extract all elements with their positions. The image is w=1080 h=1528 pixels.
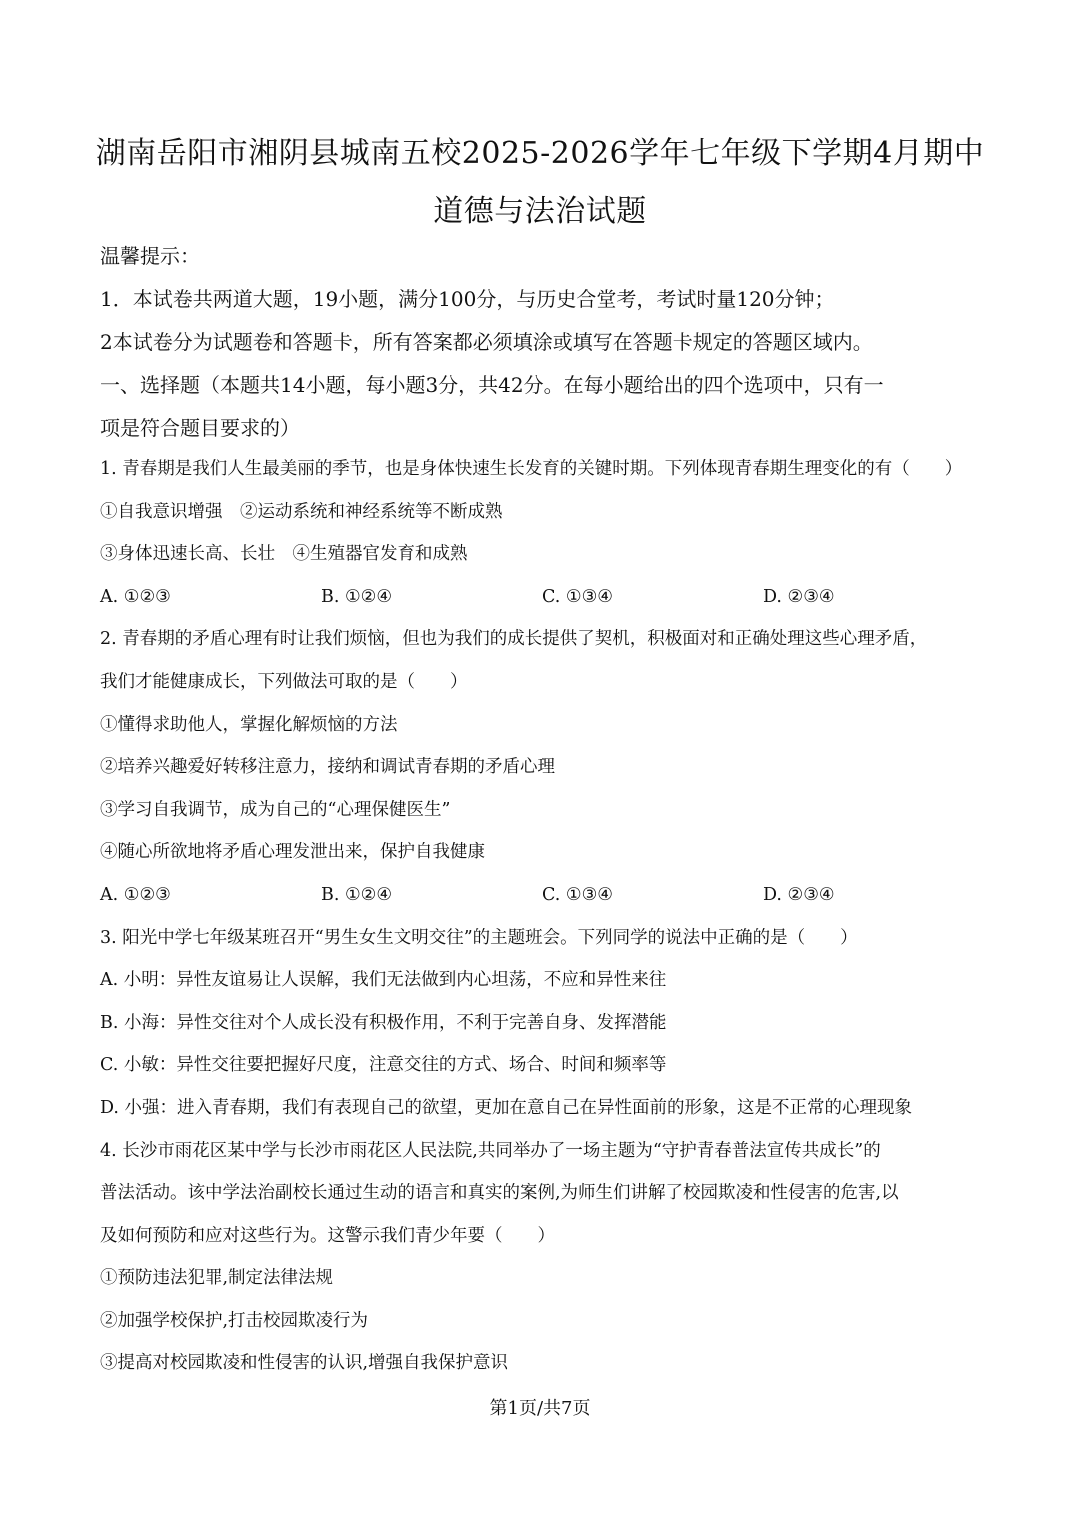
exam-content [100,240,1000,1392]
q2-option-a: A. ①②③ [100,884,171,905]
section-heading-line1: 一、选择题（本题共14小题，每小题3分，共42分。在每小题给出的四个选项中，只有一 [100,373,884,397]
q3-option-b: B. 小海：异性交往对个人成长没有积极作用，不利于完善自身、发挥潜能 [100,1012,667,1033]
q1-options [100,583,1000,626]
q1-option-c: C. ①③④ [542,586,613,607]
q2-option-c: C. ①③④ [542,884,613,905]
notice-item-1: 1．本试卷共两道大题，19小题，满分100分，与历史合堂考，考试时量120分钟； [100,287,835,311]
q2-item-2: ②培养兴趣爱好转移注意力，接纳和调试青春期的矛盾心理 [100,757,555,778]
exam-title-line2: 道德与法治试题 [433,194,647,229]
q2-item-3: ③学习自我调节，成为自己的“心理保健医生” [100,799,451,820]
exam-title-line1: 湖南岳阳市湘阴县城南五校2025-2026学年七年级下学期4月期中 [95,136,985,171]
q1-option-a: A. ①②③ [100,586,171,607]
q1-option-d: D. ②③④ [763,586,835,607]
q2-item-1: ①懂得求助他人，掌握化解烦恼的方法 [100,714,398,735]
q4-stem-line2: 普法活动。该中学法治副校长通过生动的语言和真实的案例,为师生们讲解了校园欺凌和性侵害的危害,以 [100,1183,899,1204]
page-footer: 第1页/共7页 [489,1398,591,1419]
notice-item-2: 2本试卷分为试题卷和答题卡，所有答案都必须填涂或填写在答题卡规定的答题区域内。 [100,330,873,354]
q4-item-1: ①预防违法犯罪,制定法律法规 [100,1268,334,1289]
section-heading-line2: 项是符合题目要求的） [100,416,300,440]
q3-option-d: D. 小强：进入青春期，我们有表现自己的欲望，更加在意自己在异性面前的形象，这是不正常的心理现象 [100,1097,913,1118]
q2-option-d: D. ②③④ [763,884,835,905]
q2-item-4: ④随心所欲地将矛盾心理发泄出来，保护自我健康 [100,842,485,863]
q2-options [100,881,1000,924]
notice-heading: 温馨提示： [100,244,200,268]
q1-option-b: B. ①②④ [321,586,393,607]
q1-items-line2: ③身体迅速长高、长壮 ④生殖器官发育和成熟 [100,544,468,565]
q1-items-line1: ①自我意识增强 ②运动系统和神经系统等不断成熟 [100,501,503,522]
q4-stem-line3: 及如何预防和应对这些行为。这警示我们青少年要（ ） [100,1225,555,1246]
q4-stem-line1: 4. 长沙市雨花区某中学与长沙市雨花区人民法院,共同举办了一场主题为“守护青春普法宣传共成长”的 [100,1140,881,1161]
q4-item-2: ②加强学校保护,打击校园欺凌行为 [100,1310,369,1331]
q2-option-b: B. ①②④ [321,884,393,905]
q1-stem: 1. 青春期是我们人生最美丽的季节，也是身体快速生长发育的关键时期。下列体现青春期生理变化的有（ ） [100,459,963,479]
q2-stem-line1: 2. 青春期的矛盾心理有时让我们烦恼，但也为我们的成长提供了契机，积极面对和正确处理这些心理矛盾， [100,629,928,650]
q3-option-a: A. 小明：异性友谊易让人误解，我们无法做到内心坦荡，不应和异性来往 [100,970,667,991]
q4-item-3: ③提高对校园欺凌和性侵害的认识,增强自我保护意识 [100,1353,509,1374]
q2-stem-line2: 我们才能健康成长，下列做法可取的是（ ） [100,671,468,692]
q3-stem: 3. 阳光中学七年级某班召开“男生女生文明交往”的主题班会。下列同学的说法中正确的是（ ） [100,927,858,948]
q3-option-c: C. 小敏：异性交往要把握好尺度，注意交往的方式、场合、时间和频率等 [100,1055,667,1076]
